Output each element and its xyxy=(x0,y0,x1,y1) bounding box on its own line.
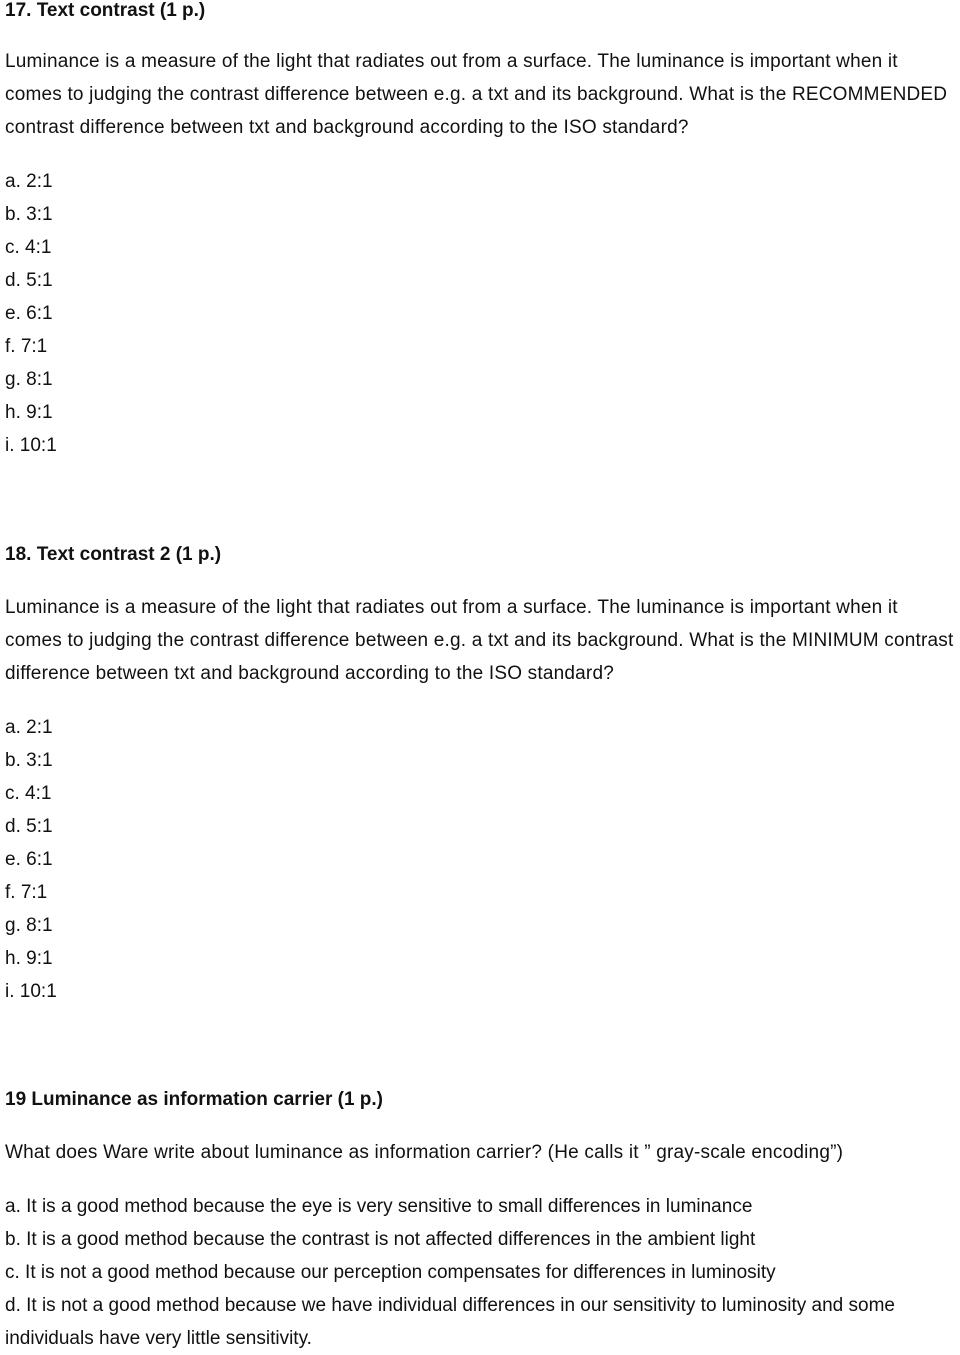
option-e: e. 6:1 xyxy=(5,303,53,324)
option-c: c. It is not a good method because our perception compensates for differences in luminosity xyxy=(5,1262,776,1283)
option-d: d. 5:1 xyxy=(5,270,53,291)
question-17-options xyxy=(5,165,57,462)
question-18-text: Luminance is a measure of the light that radiates out from a surface. The luminance is important when it comes to judging the contrast difference between e.g. a txt and its background. What is the MINIMUM contrast difference between txt and background according to the ISO standard? xyxy=(5,597,954,684)
question-17-text: Luminance is a measure of the light that radiates out from a surface. The luminance is important when it comes to judging the contrast difference between e.g. a txt and its background. What is the RECOMMENDED contrast difference between txt and background according to the ISO standard? xyxy=(5,51,948,138)
option-a: a. 2:1 xyxy=(5,717,53,738)
option-h: h. 9:1 xyxy=(5,948,53,969)
option-b: b. It is a good method because the contrast is not affected differences in the ambient light xyxy=(5,1229,756,1250)
option-b: b. 3:1 xyxy=(5,204,53,225)
option-e: e. 6:1 xyxy=(5,849,53,870)
option-a: a. It is a good method because the eye is very sensitive to small differences in luminance xyxy=(5,1196,753,1217)
option-d: d. It is not a good method because we have individual differences in our sensitivity to luminosity and some individuals have very little sensitivity. xyxy=(5,1295,895,1349)
option-g: g. 8:1 xyxy=(5,915,53,936)
option-i: i. 10:1 xyxy=(5,435,57,456)
question-19-title: 19 Luminance as information carrier (1 p.) xyxy=(5,1089,383,1110)
option-b: b. 3:1 xyxy=(5,750,53,771)
question-19-options xyxy=(5,1190,955,1355)
question-19-text: What does Ware write about luminance as information carrier? (He calls it ” gray-scale encoding”) xyxy=(5,1142,844,1163)
option-h: h. 9:1 xyxy=(5,402,53,423)
option-f: f. 7:1 xyxy=(5,882,48,903)
option-c: c. 4:1 xyxy=(5,783,52,804)
question-18-options xyxy=(5,711,57,1008)
question-17-title: 17. Text contrast (1 p.) xyxy=(5,0,206,21)
option-g: g. 8:1 xyxy=(5,369,53,390)
option-i: i. 10:1 xyxy=(5,981,57,1002)
option-a: a. 2:1 xyxy=(5,171,53,192)
option-c: c. 4:1 xyxy=(5,237,52,258)
question-18-title: 18. Text contrast 2 (1 p.) xyxy=(5,544,222,565)
option-d: d. 5:1 xyxy=(5,816,53,837)
option-f: f. 7:1 xyxy=(5,336,48,357)
